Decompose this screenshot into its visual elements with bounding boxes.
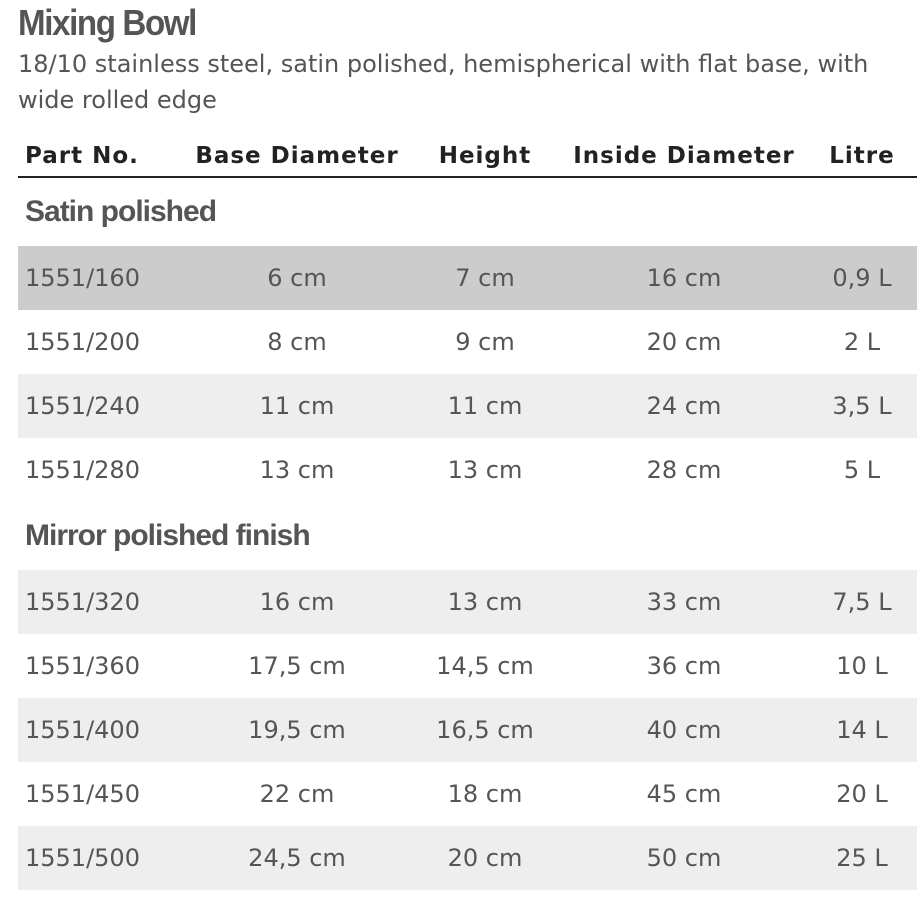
product-table — [18, 136, 917, 890]
base-diameter-cell: 13 cm — [185, 438, 409, 502]
height-cell: 11 cm — [409, 374, 561, 438]
inside-diameter-cell: 24 cm — [561, 374, 807, 438]
section-heading-satin — [18, 177, 917, 246]
litre-cell: 3,5 L — [807, 374, 917, 438]
section-title: Satin polished — [25, 195, 217, 228]
base-diameter-cell: 19,5 cm — [185, 698, 409, 762]
table-row[interactable] — [18, 310, 917, 374]
litre-cell: 7,5 L — [807, 570, 917, 634]
litre-cell: 14 L — [807, 698, 917, 762]
table-row[interactable] — [18, 438, 917, 502]
inside-diameter-cell: 20 cm — [561, 310, 807, 374]
inside-diameter-cell: 45 cm — [561, 762, 807, 826]
litre-cell: 25 L — [807, 826, 917, 890]
base-diameter-cell: 8 cm — [185, 310, 409, 374]
column-header-height: Height — [409, 136, 561, 177]
section-title: Mirror polished finish — [25, 519, 310, 552]
inside-diameter-cell: 33 cm — [561, 570, 807, 634]
litre-cell: 10 L — [807, 634, 917, 698]
part-no-cell: 1551/160 — [18, 246, 185, 310]
table-header-row — [18, 136, 917, 177]
height-cell: 9 cm — [409, 310, 561, 374]
height-cell: 7 cm — [409, 246, 561, 310]
part-no-cell: 1551/500 — [18, 826, 185, 890]
height-cell: 18 cm — [409, 762, 561, 826]
height-cell: 13 cm — [409, 438, 561, 502]
base-diameter-cell: 22 cm — [185, 762, 409, 826]
column-header-inside-diameter: Inside Diameter — [561, 136, 807, 177]
part-no-cell: 1551/200 — [18, 310, 185, 374]
table-row[interactable] — [18, 374, 917, 438]
part-no-cell: 1551/450 — [18, 762, 185, 826]
part-no-cell: 1551/280 — [18, 438, 185, 502]
inside-diameter-cell: 40 cm — [561, 698, 807, 762]
base-diameter-cell: 24,5 cm — [185, 826, 409, 890]
part-no-cell: 1551/240 — [18, 374, 185, 438]
table-row[interactable] — [18, 570, 917, 634]
inside-diameter-cell: 36 cm — [561, 634, 807, 698]
part-no-cell: 1551/400 — [18, 698, 185, 762]
inside-diameter-cell: 28 cm — [561, 438, 807, 502]
table-row[interactable] — [18, 698, 917, 762]
column-header-litre: Litre — [807, 136, 917, 177]
base-diameter-cell: 16 cm — [185, 570, 409, 634]
table-row[interactable] — [18, 762, 917, 826]
litre-cell: 20 L — [807, 762, 917, 826]
base-diameter-cell: 6 cm — [185, 246, 409, 310]
part-no-cell: 1551/320 — [18, 570, 185, 634]
base-diameter-cell: 11 cm — [185, 374, 409, 438]
section-heading-mirror — [18, 502, 917, 570]
inside-diameter-cell: 50 cm — [561, 826, 807, 890]
table-row[interactable] — [18, 826, 917, 890]
litre-cell: 0,9 L — [807, 246, 917, 310]
table-row[interactable] — [18, 634, 917, 698]
litre-cell: 2 L — [807, 310, 917, 374]
height-cell: 14,5 cm — [409, 634, 561, 698]
inside-diameter-cell: 16 cm — [561, 246, 807, 310]
litre-cell: 5 L — [807, 438, 917, 502]
part-no-cell: 1551/360 — [18, 634, 185, 698]
base-diameter-cell: 17,5 cm — [185, 634, 409, 698]
height-cell: 13 cm — [409, 570, 561, 634]
product-description: 18/10 stainless steel, satin polished, hemispherical with flat base, with wide rolled edge — [18, 50, 869, 114]
table-row[interactable] — [18, 246, 917, 310]
column-header-base-diameter: Base Diameter — [185, 136, 409, 177]
column-header-part-no: Part No. — [18, 136, 185, 177]
page-title: Mixing Bowl — [18, 2, 197, 43]
height-cell: 16,5 cm — [409, 698, 561, 762]
height-cell: 20 cm — [409, 826, 561, 890]
